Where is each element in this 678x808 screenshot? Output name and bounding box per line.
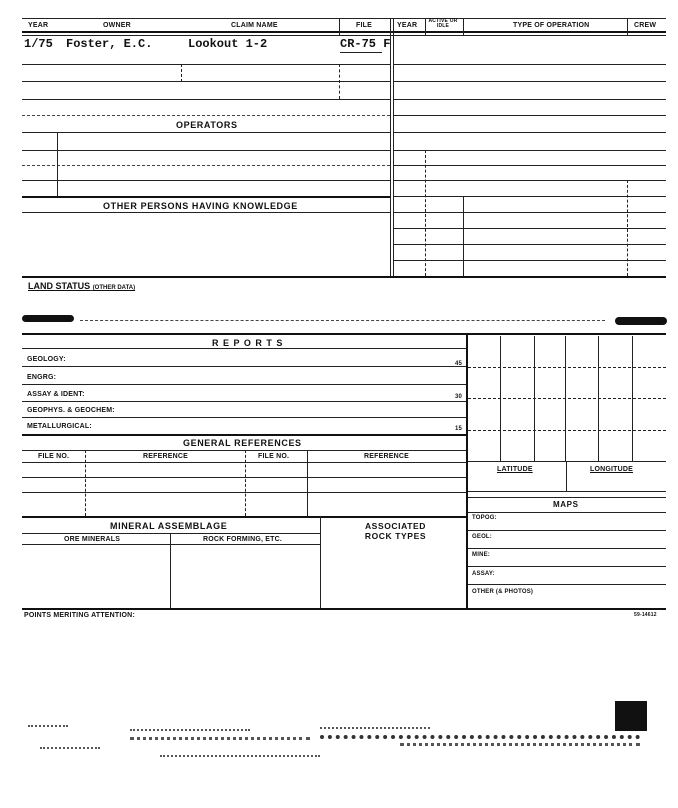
row-rule [22, 276, 666, 278]
entry-year: 1/75 [24, 37, 53, 51]
row-rule [22, 165, 390, 166]
header-year: YEAR [28, 22, 49, 29]
report-assay: ASSAY & IDENT: [27, 391, 85, 398]
map-geol: GEOL: [472, 534, 492, 540]
row-rule [22, 180, 390, 181]
maps-title: MAPS [553, 500, 579, 509]
grid-number: 45 [455, 361, 463, 367]
land-status-label: LAND STATUS [28, 281, 91, 291]
entry-file-underline [340, 52, 382, 53]
noise-mark [320, 727, 430, 729]
row-rule [22, 115, 390, 116]
general-references-title: GENERAL REFERENCES [183, 438, 302, 448]
report-engrg: ENGRG: [27, 374, 57, 381]
noise-mark [400, 743, 640, 746]
divider [57, 132, 58, 196]
reports-top-rule [22, 333, 666, 335]
row-rule [22, 99, 390, 100]
divider [463, 18, 464, 35]
row-rule [22, 477, 466, 478]
ref-header-reference: REFERENCE [143, 453, 188, 460]
ref-header-file-no-2: FILE NO. [258, 453, 290, 460]
divider [425, 150, 426, 276]
form-number: 59-14612 [634, 612, 657, 618]
row-rule [393, 81, 666, 82]
row-rule [80, 320, 605, 321]
redaction-mark [615, 317, 667, 325]
row-rule [468, 530, 666, 531]
row-rule [22, 462, 466, 463]
latitude-label: LATITUDE [497, 466, 533, 473]
land-status-title [28, 281, 135, 291]
row-rule [393, 212, 666, 213]
divider [627, 18, 628, 35]
header-type-of-operation: TYPE OF OPERATION [513, 22, 590, 29]
row-rule [22, 366, 466, 367]
noise-mark [130, 729, 250, 731]
header-top-rule [22, 18, 666, 19]
divider [320, 516, 321, 608]
map-topog: TOPOG: [472, 515, 497, 521]
map-other: OTHER (& PHOTOS) [472, 589, 534, 595]
row-rule [22, 450, 466, 451]
header-claim-name: CLAIM NAME [231, 22, 278, 29]
reports-title: R E P O R T S [212, 338, 284, 348]
divider [181, 64, 182, 82]
divider [390, 18, 391, 278]
associated-rock-types-title: ASSOCIATED ROCK TYPES [364, 521, 427, 541]
divider [85, 450, 86, 516]
report-metallurgical: METALLURGICAL: [27, 423, 92, 430]
divider [307, 450, 308, 516]
header-bottom-rule [22, 31, 666, 33]
row-rule [393, 228, 666, 229]
divider [393, 18, 394, 278]
ref-header-file-no: FILE NO. [38, 453, 70, 460]
header-bottom-rule-2 [22, 35, 666, 36]
grid-line [468, 367, 666, 368]
row-rule [393, 150, 666, 151]
divider [425, 18, 426, 35]
black-block-mark [615, 701, 647, 731]
row-rule [393, 260, 666, 261]
row-rule [393, 180, 666, 181]
divider [566, 461, 567, 491]
header-active-idle: ACTIVE OR IDLE [428, 18, 458, 29]
row-rule [22, 384, 466, 385]
divider [245, 450, 246, 516]
divider [170, 533, 171, 608]
divider [339, 64, 340, 99]
divider [627, 180, 628, 276]
row-rule [22, 434, 466, 436]
header-file: FILE [356, 22, 372, 29]
noise-mark [320, 735, 640, 739]
noise-mark [28, 725, 68, 727]
row-rule [468, 491, 666, 492]
row-rule [393, 244, 666, 245]
mineral-header-ore: ORE MINERALS [64, 536, 121, 543]
divider [463, 196, 464, 276]
row-rule [393, 115, 666, 116]
row-rule [468, 566, 666, 567]
row-rule [393, 196, 666, 197]
points-meriting-attention: POINTS MERITING ATTENTION: [24, 612, 135, 619]
redaction-mark [22, 315, 74, 322]
land-status-note: (OTHER DATA) [92, 285, 136, 291]
row-rule [393, 132, 666, 133]
noise-mark [160, 755, 320, 757]
row-rule [468, 584, 666, 585]
entry-claim-name: Lookout 1-2 [188, 37, 268, 51]
row-rule [22, 401, 466, 402]
map-mine: MINE: [472, 552, 490, 558]
header-owner: OWNER [103, 22, 131, 29]
report-geophys: GEOPHYS. & GEOCHEM: [27, 407, 115, 414]
entry-owner: Foster, E.C. [66, 37, 153, 51]
row-rule [22, 492, 466, 493]
row-rule [22, 533, 320, 534]
row-rule [22, 132, 390, 133]
row-rule [22, 516, 466, 518]
grid-number: 30 [455, 394, 463, 400]
scan-noise [20, 715, 670, 775]
row-rule [22, 150, 390, 151]
operators-title: OPERATORS [176, 120, 238, 130]
other-persons-title: OTHER PERSONS HAVING KNOWLEDGE [103, 201, 298, 211]
row-rule [468, 461, 666, 462]
longitude-label: LONGITUDE [590, 466, 634, 473]
row-rule [22, 196, 390, 198]
header-year-2: YEAR [397, 22, 418, 29]
noise-mark [40, 747, 100, 749]
divider [339, 18, 340, 35]
row-rule [468, 548, 666, 549]
row-rule [393, 99, 666, 100]
location-grid [468, 336, 666, 461]
ref-header-reference-2: REFERENCE [364, 453, 409, 460]
row-rule [468, 497, 666, 498]
noise-mark [130, 737, 310, 740]
report-geology: GEOLOGY: [27, 356, 66, 363]
row-rule [22, 544, 320, 545]
map-assay: ASSAY: [472, 571, 495, 577]
mineral-assemblage-title: MINERAL ASSEMBLAGE [110, 521, 228, 531]
grid-line [468, 430, 666, 431]
bottom-rule [22, 608, 666, 610]
header-crew: CREW [634, 22, 657, 29]
grid-line [468, 398, 666, 399]
row-rule [393, 64, 666, 65]
grid-number: 15 [455, 426, 463, 432]
row-rule [22, 212, 390, 213]
row-rule [22, 417, 466, 418]
row-rule [468, 512, 666, 513]
row-rule [22, 81, 390, 82]
entry-file: CR-75 F [340, 37, 391, 51]
row-rule [393, 165, 666, 166]
row-rule [22, 348, 466, 349]
mineral-header-rock-forming: ROCK FORMING, ETC. [203, 536, 283, 543]
row-rule [22, 64, 390, 65]
